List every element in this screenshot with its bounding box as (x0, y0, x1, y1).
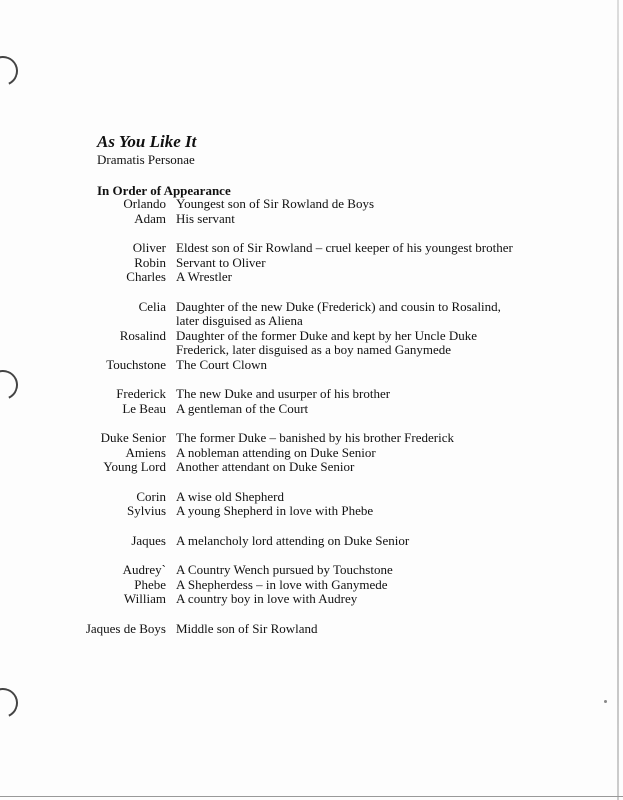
character-description: A wise old Shepherd (176, 488, 284, 504)
character-description: Middle son of Sir Rowland (176, 620, 318, 636)
cast-entry (0, 270, 623, 285)
cast-entry (0, 387, 623, 402)
character-description: His servant (176, 210, 235, 226)
cast-entry (0, 431, 623, 446)
character-name: Touchstone (106, 356, 166, 372)
character-name: Rosalind (119, 327, 166, 343)
cast-entry (0, 197, 623, 212)
character-name: Duke Senior (100, 430, 166, 445)
cast-entry (0, 592, 623, 607)
cast-entry (0, 446, 623, 461)
character-description: Daughter of the former Duke and kept by her Uncle Duke Frederick, later disguised as a boy named Ganymede (176, 327, 478, 357)
scan-speck (604, 700, 607, 703)
character-name: Jaques (131, 532, 166, 548)
page-edge-bottom (0, 796, 623, 797)
character-name: William (123, 591, 166, 606)
page-subtitle: Dramatis Personae (97, 152, 195, 167)
page-title: As You Like It (97, 132, 197, 151)
cast-entry (0, 300, 623, 329)
character-name: Amiens (125, 444, 166, 460)
character-description: A country boy in love with Audrey (176, 591, 358, 606)
character-description: A nobleman attending on Duke Senior (176, 444, 376, 460)
punch-hole-top (0, 52, 22, 90)
character-description: Servant to Oliver (176, 254, 266, 270)
character-name: Robin (134, 254, 166, 270)
character-description: The former Duke – banished by his brother Frederick (176, 430, 454, 445)
character-name: Corin (136, 488, 166, 504)
section-heading: In Order of Appearance (97, 183, 231, 198)
cast-entry (0, 490, 623, 505)
character-description: Youngest son of Sir Rowland de Boys (176, 196, 375, 211)
character-description: The Court Clown (176, 356, 267, 372)
character-name: Sylvius (126, 503, 166, 518)
cast-entry (0, 534, 623, 549)
character-name: Le Beau (122, 400, 166, 416)
cast-group (0, 300, 623, 373)
character-description: A Country Wench pursued by Touchstone (176, 562, 393, 577)
cast-entry (0, 256, 623, 271)
cast-entry (0, 241, 623, 256)
cast-entry (0, 504, 623, 519)
character-name: Jaques de Boys (85, 620, 166, 636)
character-name: Adam (134, 210, 166, 226)
cast-group (0, 241, 623, 285)
character-name: Charles (126, 269, 166, 284)
cast-group (0, 197, 623, 226)
character-description: Another attendant on Duke Senior (176, 459, 355, 474)
character-name: Orlando (123, 196, 166, 211)
cast-list (0, 197, 623, 651)
character-name: Phebe (134, 576, 166, 592)
cast-group (0, 490, 623, 519)
cast-entry (0, 578, 623, 593)
character-name: Audrey` (122, 562, 166, 577)
character-description: A young Shepherd in love with Phebe (176, 503, 374, 518)
character-name: Young Lord (103, 459, 166, 474)
cast-entry (0, 212, 623, 227)
cast-group (0, 387, 623, 416)
cast-entry (0, 563, 623, 578)
cast-entry (0, 622, 623, 637)
cast-group (0, 563, 623, 607)
character-name: Oliver (132, 240, 166, 255)
character-description: Eldest son of Sir Rowland – cruel keeper of his youngest brother (176, 240, 513, 255)
character-name: Frederick (116, 386, 166, 401)
character-description: A Wrestler (176, 269, 232, 284)
character-description: A melancholy lord attending on Duke Senior (176, 532, 410, 548)
cast-entry (0, 329, 623, 358)
character-description: A gentleman of the Court (176, 400, 309, 416)
cast-entry (0, 402, 623, 417)
cast-group (0, 534, 623, 549)
cast-entry (0, 358, 623, 373)
cast-group (0, 431, 623, 475)
cast-entry (0, 460, 623, 475)
character-description: The new Duke and usurper of his brother (176, 386, 391, 401)
character-description: A Shepherdess – in love with Ganymede (176, 576, 388, 592)
character-name: Celia (138, 298, 166, 314)
punch-hole-bottom (0, 684, 22, 722)
character-description: Daughter of the new Duke (Frederick) and cousin to Rosalind, later disguised as Aliena (176, 298, 501, 328)
cast-group (0, 622, 623, 637)
